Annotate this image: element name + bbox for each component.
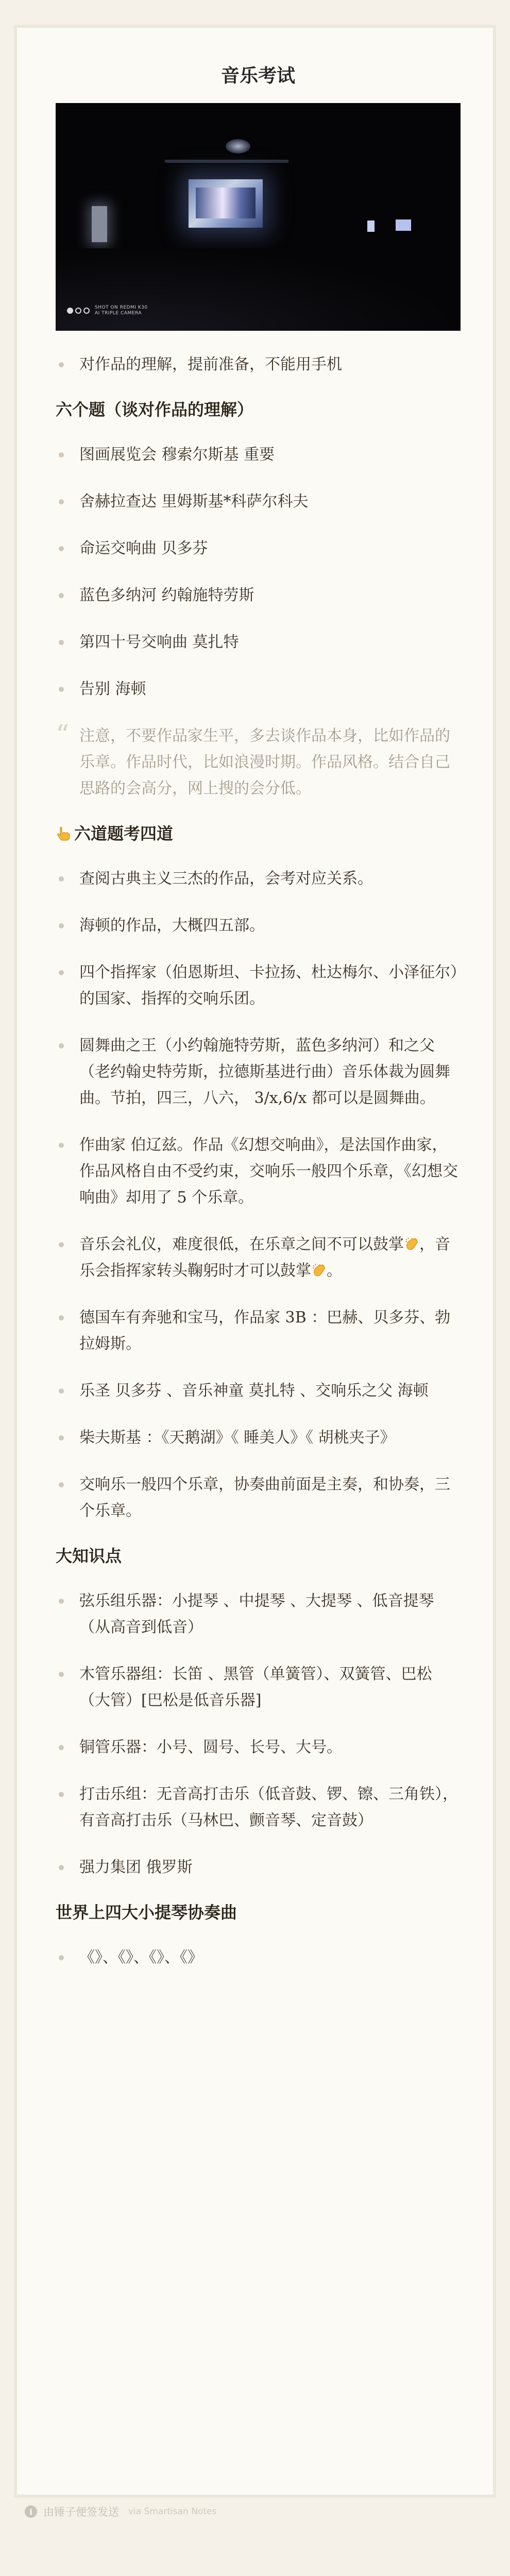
list-item: 查阅古典主义三杰的作品，会考对应关系。 <box>56 866 461 892</box>
section-heading-four-of-six <box>56 822 461 845</box>
list-item: 命运交响曲 贝多芬 <box>56 535 461 562</box>
quote-mark-icon: “ <box>56 720 70 751</box>
note-title: 音乐考试 <box>220 65 295 87</box>
via-app-text: via Smartisan Notes <box>128 2506 217 2517</box>
info-icon: i <box>25 2505 37 2518</box>
pointing-hand-icon <box>56 826 71 841</box>
list-item: 乐圣 贝多芬 、音乐神童 莫扎特 、交响乐之父 海顿 <box>56 1378 461 1404</box>
list-item: 《》、《》、《》、《》 <box>56 1944 461 1971</box>
sent-via-text[interactable]: 由锤子便签发送 <box>43 2506 119 2518</box>
right-light-large <box>396 219 411 231</box>
watermark-line-2: AI TRIPLE CAMERA <box>95 311 142 316</box>
list-item: 图画展览会 穆索尔斯基 重要 <box>56 442 461 468</box>
list-item: 铜管乐器：小号、圆号、长号、大号。 <box>56 1734 461 1760</box>
clapping-hands-icon <box>404 1236 419 1251</box>
note-card <box>14 25 496 2498</box>
list-item: 第四十号交响曲 莫扎特 <box>56 629 461 655</box>
list-item-etiquette: 音乐会礼仪，难度很低，在乐章之间不可以鼓掌 ，音乐会指挥家转头鞠躬时才可以鼓掌 。 <box>56 1231 461 1284</box>
exam-points-list <box>56 866 461 1524</box>
list-item: 圆舞曲之王（小约翰施特劳斯，蓝色多纳河）和之父（老约翰史特劳斯，拉德斯基进行曲）音乐体裁为圆舞曲。节拍，四三，八六， 3/x,6/x 都可以是圆舞曲。 <box>56 1032 461 1111</box>
list-item: 对作品的理解，提前准备，不能用手机 <box>56 351 461 378</box>
list-item: 木管乐器组：长笛 、黑管（单簧管）、双簧管、巴松（大管）[巴松是低音乐器] <box>56 1661 461 1714</box>
works-list <box>56 442 461 702</box>
blockquote <box>56 720 461 802</box>
list-item: 作曲家 伯辽兹。作品《幻想交响曲》，是法国作曲家，作品风格自由不受约束，交响乐一般四个乐章，《幻想交响曲》却用了 5 个乐章。 <box>56 1132 461 1211</box>
list-item: 强力集团 俄罗斯 <box>56 1854 461 1880</box>
projector-screen <box>189 179 263 228</box>
ceiling-lamp <box>226 139 250 154</box>
concert-photo[interactable] <box>56 103 461 331</box>
section-heading-key-points: 大知识点 <box>56 1546 122 1566</box>
list-item: 柴夫斯基 ：《天鹅湖》《 睡美人》《 胡桃夹子》 <box>56 1425 461 1451</box>
list-item: 打击乐组：无音高打击乐（低音鼓、锣、镲、三角铁），有音高打击乐（马林巴、颤音琴、定音鼓） <box>56 1781 461 1834</box>
light-strip <box>165 160 288 163</box>
note-content <box>56 64 461 1991</box>
list-item: 舍赫拉查达 里姆斯基*科萨尔科夫 <box>56 488 461 515</box>
key-points-list <box>56 1588 461 1880</box>
audience-silhouettes <box>56 248 461 331</box>
clapping-hands-icon <box>311 1262 327 1278</box>
quote-text: 注意，不要作品家生平，多去谈作品本身，比如作品的乐章。作品时代，比如浪漫时期。作品风格。结合自己思路的会高分，网上搜的会分低。 <box>79 727 450 798</box>
list-item: 告别 海顿 <box>56 676 461 702</box>
list-item: 蓝色多纳河 约翰施特劳斯 <box>56 582 461 608</box>
right-light-small <box>367 221 375 232</box>
list-item: 德国车有奔驰和宝马，作品家 3B ：巴赫、贝多芬、勃拉姆斯。 <box>56 1304 461 1357</box>
list-item: 四个指挥家（伯恩斯坦、卡拉扬、杜达梅尔、小泽征尔）的国家、指挥的交响乐团。 <box>56 959 461 1012</box>
section-heading-six-questions: 六个题（谈对作品的理解） <box>56 400 254 419</box>
camera-dots-icon <box>67 308 90 314</box>
intro-list <box>56 351 461 378</box>
footer <box>25 2504 216 2519</box>
camera-watermark <box>67 305 148 316</box>
section-heading-text: 六道题考四道 <box>74 824 174 843</box>
section-heading-violin-concertos: 世界上四大小提琴协奏曲 <box>56 1903 237 1922</box>
left-light <box>92 206 107 242</box>
list-item: 交响乐一般四个乐章，协奏曲前面是主奏，和协奏，三个乐章。 <box>56 1471 461 1524</box>
list-item: 海顿的作品，大概四五部。 <box>56 912 461 939</box>
list-item: 弦乐组乐器：小提琴 、中提琴 、大提琴 、低音提琴（从高音到低音） <box>56 1588 461 1640</box>
violin-concertos-list <box>56 1944 461 1971</box>
watermark-line-1: SHOT ON REDMI K30 <box>95 305 148 310</box>
